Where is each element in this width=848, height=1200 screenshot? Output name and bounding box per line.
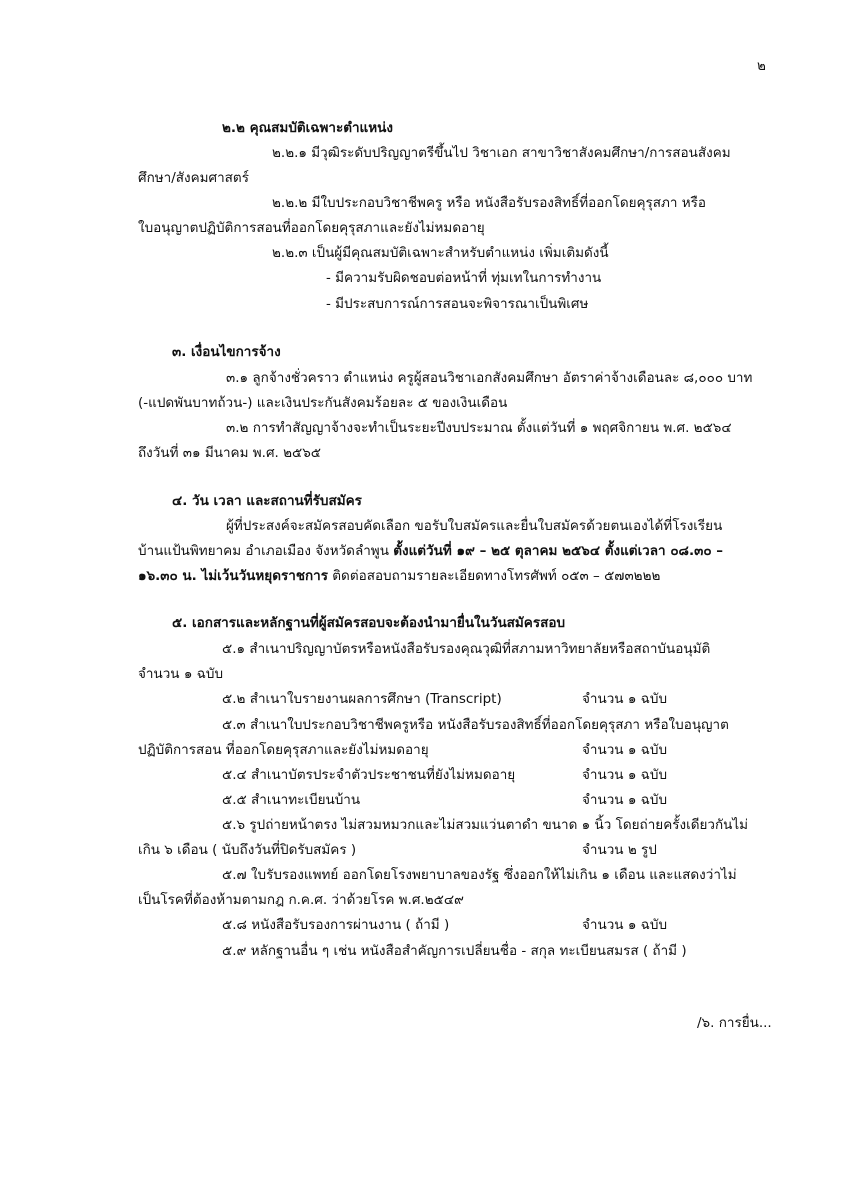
section-4-heading: ๔. วัน เวลา และสถานที่รับสมัคร — [172, 493, 362, 509]
item-5-5: ๕.๕ สำเนาทะเบียนบ้าน — [222, 792, 361, 808]
item-3-1-line1: ๓.๑ ลูกจ้างชั่วคราว ตำแหน่ง ครูผู้สอนวิชาเอกสังคมศึกษา อัตราค่าจ้างเดือนละ ๘,๐๐๐ บาท — [226, 370, 753, 386]
item-5-8: ๕.๘ หนังสือรับรองการผ่านงาน ( ถ้ามี ) — [222, 917, 450, 933]
item-5-3-amount: จำนวน ๑ ฉบับ — [582, 742, 668, 758]
item-5-7-line2: เป็นโรคที่ต้องห้ามตามกฎ ก.ค.ศ. ว่าด้วยโรค พ.ศ.๒๕๔๙ — [138, 892, 464, 908]
application-time: ๑๖.๓๐ น. ไม่เว้นวันหยุดราชการ — [138, 568, 328, 584]
item-5-3-line1: ๕.๓ สำเนาใบประกอบวิชาชีพครูหรือ หนังสือรับรองสิทธิ์ที่ออกโดยคุรุสภา หรือใบอนุญาต — [222, 717, 729, 733]
section-4-line2 — [138, 541, 723, 561]
section-4-line3 — [138, 566, 660, 586]
section-3-heading: ๓. เงื่อนไขการจ้าง — [172, 344, 281, 360]
item-5-9: ๕.๙ หลักฐานอื่น ๆ เช่น หนังสือสำคัญการเปลี่ยนชื่อ - สกุล ทะเบียนสมรส ( ถ้ามี ) — [222, 943, 687, 959]
item-5-7-line1: ๕.๗ ใบรับรองแพทย์ ออกโดยโรงพยาบาลของรัฐ ซึ่งออกให้ไม่เกิน ๑ เดือน และแสดงว่าไม่ — [222, 867, 737, 883]
application-period: ตั้งแต่วันที่ ๑๙ – ๒๕ ตุลาคม ๒๕๖๔ ตั้งแต่เวลา ๐๘.๓๐ – — [393, 543, 724, 559]
item-5-3-line2: ปฏิบัติการสอน ที่ออกโดยคุรุสภาและยังไม่หมดอายุ — [138, 742, 429, 758]
item-2-2-1-line2: ศึกษา/สังคมศาสตร์ — [138, 170, 249, 186]
item-2-2-3: ๒.๒.๓ เป็นผู้มีคุณสมบัติเฉพาะสำหรับตำแหน่ง เพิ่มเติมดังนี้ — [272, 245, 609, 261]
continuation-note: /๖. การยื่น... — [697, 1015, 772, 1031]
item-3-2-line2: ถึงวันที่ ๓๑ มีนาคม พ.ศ. ๒๕๖๕ — [138, 445, 322, 461]
bullet-experience: - มีประสบการณ์การสอนจะพิจารณาเป็นพิเศษ — [326, 296, 589, 312]
item-5-8-amount: จำนวน ๑ ฉบับ — [582, 917, 668, 933]
bullet-responsibility: - มีความรับผิดชอบต่อหน้าที่ ทุ่มเทในการทำงาน — [326, 270, 602, 286]
item-5-2: ๕.๒ สำเนาใบรายงานผลการศึกษา (Transcript) — [222, 691, 502, 707]
item-5-5-amount: จำนวน ๑ ฉบับ — [582, 792, 668, 808]
item-3-1-line2: (-แปดพันบาทถ้วน-) และเงินประกันสังคมร้อยละ ๕ ของเงินเดือน — [138, 395, 508, 411]
item-5-1-line1: ๕.๑ สำเนาปริญญาบัตรหรือหนังสือรับรองคุณวุฒิที่สภามหาวิทยาลัยหรือสถาบันอนุมัติ — [222, 641, 711, 657]
item-5-2-amount: จำนวน ๑ ฉบับ — [582, 691, 668, 707]
item-5-6-line1: ๕.๖ รูปถ่ายหน้าตรง ไม่สวมหมวกและไม่สวมแว่นตาดำ ขนาด ๑ นิ้ว โดยถ่ายครั้งเดียวกันไม่ — [222, 817, 749, 833]
contact-phone: ติดต่อสอบถามรายละเอียดทางโทรศัพท์ ๐๕๓ – ๕๗๓๒๒๒ — [328, 568, 661, 584]
page-number: ๒ — [757, 58, 766, 74]
item-2-2-2-line1: ๒.๒.๒ มีใบประกอบวิชาชีพครู หรือ หนังสือรับรองสิทธิ์ที่ออกโดยคุรุสภา หรือ — [272, 195, 707, 211]
section-5-heading: ๕. เอกสารและหลักฐานที่ผู้สมัครสอบจะต้องนำมายื่นในวันสมัครสอบ — [172, 615, 566, 631]
item-2-2-2-line2: ใบอนุญาตปฏิบัติการสอนที่ออกโดยคุรุสภาและยังไม่หมดอายุ — [138, 220, 485, 236]
section-2-2-heading: ๒.๒ คุณสมบัติเฉพาะตำแหน่ง — [222, 120, 393, 136]
item-5-6-line2: เกิน ๖ เดือน ( นับถึงวันที่ปิดรับสมัคร ) — [138, 842, 357, 858]
item-2-2-1-line1: ๒.๒.๑ มีวุฒิระดับปริญญาตรีขึ้นไป วิชาเอก สาขาวิชาสังคมศึกษา/การสอนสังคม — [272, 145, 731, 161]
item-5-4: ๕.๔ สำเนาบัตรประจำตัวประชาชนที่ยังไม่หมดอายุ — [222, 767, 516, 783]
item-3-2-line1: ๓.๒ การทำสัญญาจ้างจะทำเป็นระยะปีงบประมาณ ตั้งแต่วันที่ ๑ พฤศจิกายน พ.ศ. ๒๕๖๔ — [226, 420, 732, 436]
section-4-line1: ผู้ที่ประสงค์จะสมัครสอบคัดเลือก ขอรับใบสมัครและยื่นใบสมัครด้วยตนเองได้ที่โรงเรียน — [226, 518, 723, 534]
item-5-1-line2: จำนวน ๑ ฉบับ — [138, 666, 224, 682]
item-5-6-amount: จำนวน ๒ รูป — [582, 842, 657, 858]
item-5-4-amount: จำนวน ๑ ฉบับ — [582, 767, 668, 783]
section-4-line2-plain: บ้านแป้นพิทยาคม อำเภอเมือง จังหวัดลำพูน — [138, 543, 394, 559]
